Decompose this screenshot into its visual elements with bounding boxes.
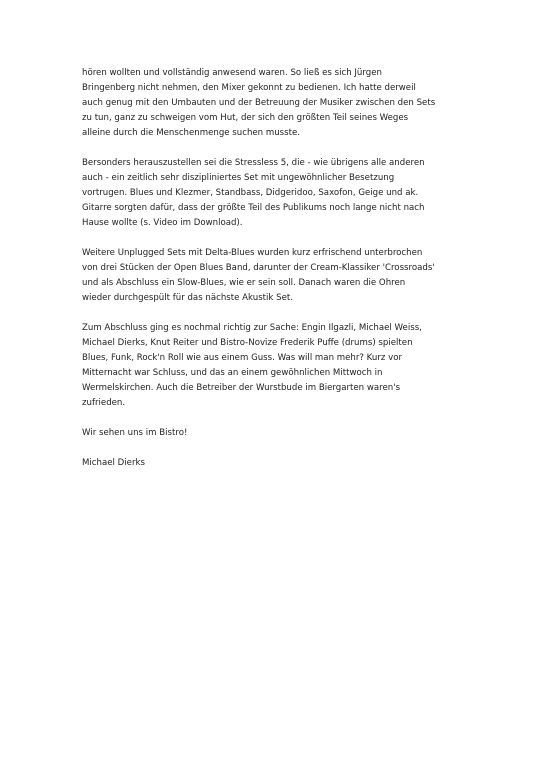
- text-line: Bringenberg nicht nehmen, den Mixer gekonnt zu bedienen. Ich hatte derweil: [82, 83, 416, 93]
- text-line: zufrieden.: [82, 398, 126, 408]
- text-line: Mitternacht war Schluss, und das an einem gewöhnlichen Mittwoch in: [82, 368, 383, 378]
- text-line: Wir sehen uns im Bistro!: [82, 428, 188, 438]
- text-line: Zum Abschluss ging es nochmal richtig zur Sache: Engin Ilgazli, Michael Weiss,: [82, 323, 422, 333]
- text-line: Michael Dierks, Knut Reiter und Bistro-Novize Frederik Puffe (drums) spielten: [82, 338, 413, 348]
- text-line: Wermelskirchen. Auch die Betreiber der Wurstbude im Biergarten waren's: [82, 383, 401, 393]
- text-line: auch - ein zeitlich sehr diszipliniertes Set mit ungewöhnlicher Besetzung: [82, 173, 395, 183]
- text-line: Bersonders herauszustellen sei die Stressless 5, die - wie übrigens alle anderen: [82, 158, 425, 168]
- text-line: und als Abschluss ein Slow-Blues, wie er sein soll. Danach waren die Ohren: [82, 278, 406, 288]
- paragraph-stressless: [82, 156, 477, 231]
- text-line: Hause wollte (s. Video im Download).: [82, 218, 243, 228]
- text-line: vortrugen. Blues und Klezmer, Standbass, Didgeridoo, Saxofon, Geige und ak.: [82, 188, 419, 198]
- text-line: zu tun, ganz zu schweigen vom Hut, der sich den größten Teil seines Weges: [82, 113, 409, 123]
- text-line: auch genug mit den Umbauten und der Betreuung der Musiker zwischen den Sets: [82, 98, 436, 108]
- paragraph-abschluss: [82, 321, 477, 411]
- text-line: hören wollten und vollständig anwesend waren. So ließ es sich Jürgen: [82, 68, 382, 78]
- paragraph-hut: [82, 66, 477, 141]
- text-line: wieder durchgespült für das nächste Akustik Set.: [82, 293, 293, 303]
- text-line: Blues, Funk, Rock'n Roll wie aus einem Guss. Was will man mehr? Kurz vor: [82, 353, 402, 363]
- text-line: Weitere Unplugged Sets mit Delta-Blues wurden kurz erfrischend unterbrochen: [82, 248, 423, 258]
- paragraph-farewell: [82, 426, 477, 441]
- text-line: Michael Dierks: [82, 458, 145, 468]
- author-signature: [82, 456, 477, 471]
- text-line: von drei Stücken der Open Blues Band, darunter der Cream-Klassiker 'Crossroads': [82, 263, 435, 273]
- paragraph-delta-blues: [82, 246, 477, 306]
- text-line: Gitarre sorgten dafür, dass der größte Teil des Publikums noch lange nicht nach: [82, 203, 425, 213]
- document-page: [82, 66, 477, 486]
- text-line: alleine durch die Menschenmenge suchen musste.: [82, 128, 301, 138]
